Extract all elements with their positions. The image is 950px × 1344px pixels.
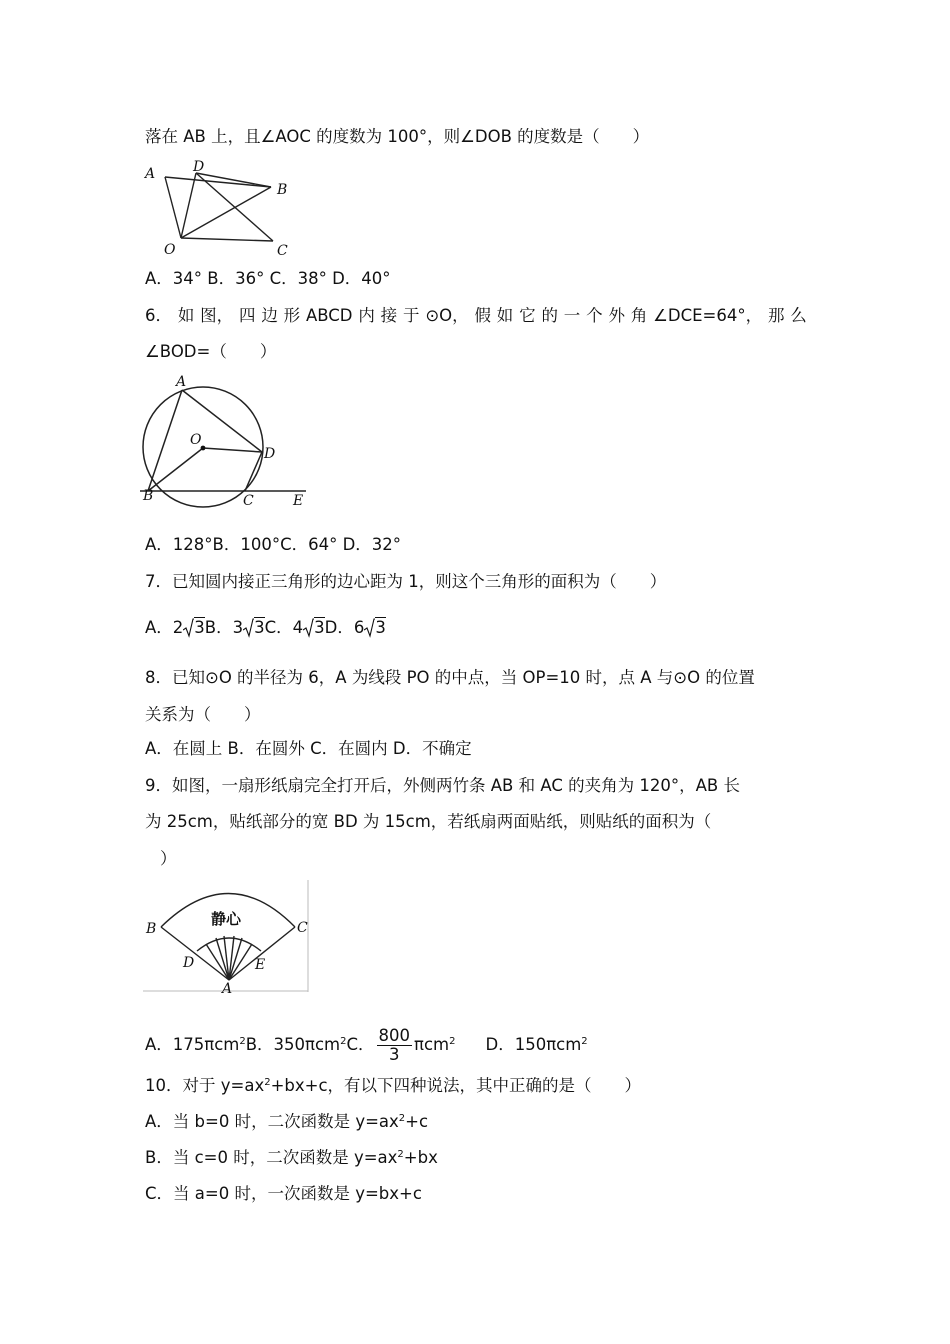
q7-option-c-coef: 4 <box>292 618 304 637</box>
q6-label-e: E <box>293 493 304 509</box>
q7-options <box>145 617 386 639</box>
fraction-denominator: 3 <box>389 1045 400 1064</box>
sqrt-symbol <box>183 617 205 639</box>
q5-figure <box>143 160 293 260</box>
q6-word: 它 <box>519 306 536 325</box>
q6-word: 边 <box>261 306 278 325</box>
sqrt-symbol <box>364 617 386 639</box>
q5-label-a: A <box>145 166 156 182</box>
q7-option-c-radicand: 3 <box>314 618 325 637</box>
q9-option-c-unit: πcm <box>414 1035 450 1054</box>
superscript-2: 2 <box>239 1036 246 1047</box>
q10-stem-post: +bx+c，有以下四种说法，其中正确的是（ ） <box>270 1076 642 1095</box>
q7-option-c-label: C． <box>264 618 293 637</box>
q6-label-o: O <box>190 432 202 448</box>
superscript-2: 2 <box>397 1149 404 1160</box>
q7-option-a-coef: 2 <box>172 618 184 637</box>
q6-figure <box>140 372 310 512</box>
q5-label-o: O <box>164 242 176 258</box>
q10-stem <box>145 1075 641 1097</box>
q9-fan-text: 静心 <box>211 910 242 928</box>
q9-stem-line3: ） <box>160 849 177 868</box>
q10-option-b-pre: B．当 c=0 时，二次函数是 y=ax <box>145 1148 398 1167</box>
q10-option-b <box>145 1147 438 1169</box>
q5-stem-tail: 落在 AB 上，且∠AOC 的度数为 100°，则∠DOB 的度数是（ ） <box>145 127 650 146</box>
q6-word: 接 <box>380 306 398 325</box>
q6-word: 6． <box>145 306 172 325</box>
q6-word: 于 <box>403 306 420 325</box>
q7-option-b-radicand: 3 <box>254 618 265 637</box>
q5-label-c: C <box>277 243 288 259</box>
q6-word: 内 <box>358 306 375 325</box>
q6-stem-line1 <box>145 305 807 327</box>
q9-stem-line1: 9．如图，一扇形纸扇完全打开后，外侧两竹条 AB 和 AC 的夹角为 120°，AB 长 <box>145 776 740 795</box>
q8-stem-line1: 8．已知⊙O 的半径为 6，A 为线段 PO 的中点，当 OP=10 时，点 A 与⊙O 的位置 <box>145 668 755 687</box>
q6-word: 外 <box>608 306 625 325</box>
q10-stem-pre: 10．对于 y=ax <box>145 1076 265 1095</box>
q10-option-c: C．当 a=0 时，一次函数是 y=bx+c <box>145 1184 422 1203</box>
q6-word: 那 <box>767 306 785 325</box>
q6-word: ABCD <box>305 306 353 325</box>
q6-word: 图， <box>200 306 234 325</box>
q7-stem: 7．已知圆内接正三角形的边心距为 1，则这个三角形的面积为（ ） <box>145 572 667 591</box>
q7-option-b-coef: 3 <box>232 618 244 637</box>
q7-option-a-label: A． <box>145 618 173 637</box>
q6-label-d: D <box>264 446 276 462</box>
q5-label-d: D <box>193 160 205 175</box>
q6-word: 假 <box>474 306 491 325</box>
q6-word: 如 <box>496 306 514 325</box>
q6-word: 么 <box>790 306 807 325</box>
q6-options: A．128°B．100°C．64° D．32° <box>145 535 402 554</box>
q9-options <box>145 1025 588 1065</box>
superscript-2: 2 <box>581 1036 588 1047</box>
superscript-2: 2 <box>264 1077 271 1088</box>
superscript-2: 2 <box>398 1113 406 1124</box>
q9-option-c-fraction <box>377 1027 413 1064</box>
superscript-2: 2 <box>449 1036 456 1047</box>
q6-word: 四 <box>238 306 256 325</box>
q8-options: A．在圆上 B．在圆外 C．在圆内 D．不确定 <box>145 739 472 758</box>
sqrt-symbol <box>303 617 325 639</box>
superscript-2: 2 <box>340 1036 347 1047</box>
q6-word: ⊙O， <box>425 306 469 325</box>
sqrt-symbol <box>243 617 265 639</box>
q9-stem-line2: 为 25cm，贴纸部分的宽 BD 为 15cm，若纸扇两面贴纸，则贴纸的面积为（ <box>145 812 712 831</box>
q9-label-b: B <box>146 921 157 937</box>
fraction-numerator: 800 <box>378 1026 411 1045</box>
q5-options: A．34° B．36° C．38° D．40° <box>145 269 391 288</box>
q6-label-b: B <box>143 488 154 504</box>
q6-word: 的 <box>541 306 558 325</box>
q6-word: 如 <box>177 306 195 325</box>
q9-fan-figure <box>143 880 311 995</box>
q6-word: 角 <box>630 306 648 325</box>
q9-option-d: D．150πcm <box>485 1035 582 1054</box>
q6-stem-line2: ∠BOD=（ ） <box>145 342 277 361</box>
q9-label-c: C <box>297 920 308 936</box>
q10-option-a <box>145 1111 428 1133</box>
q6-word: ∠DCE=64°， <box>653 306 763 325</box>
q10-option-a-post: +c <box>405 1112 429 1131</box>
q9-label-e: E <box>255 957 266 973</box>
q7-option-d-radicand: 3 <box>375 618 386 637</box>
q9-option-c-label: C． <box>346 1035 375 1054</box>
q6-label-a: A <box>176 374 187 390</box>
q9-label-a: A <box>222 981 233 995</box>
q10-option-a-pre: A．当 b=0 时，二次函数是 y=ax <box>145 1112 399 1131</box>
q7-option-a-radicand: 3 <box>194 618 205 637</box>
q7-option-d-label: D． <box>324 618 354 637</box>
q8-stem-line2: 关系为（ ） <box>145 705 261 724</box>
q9-option-b: B．350πcm <box>245 1035 341 1054</box>
q6-label-c: C <box>243 493 254 509</box>
q9-label-d: D <box>183 955 195 971</box>
q9-option-a: A．175πcm <box>145 1035 240 1054</box>
q10-option-b-post: +bx <box>403 1148 438 1167</box>
q6-word: 一 <box>563 306 581 325</box>
q6-word: 形 <box>283 306 301 325</box>
q7-option-b-label: B． <box>204 618 233 637</box>
q7-option-d-coef: 6 <box>353 618 365 637</box>
q6-word: 个 <box>586 306 603 325</box>
q5-label-b: B <box>277 182 288 198</box>
